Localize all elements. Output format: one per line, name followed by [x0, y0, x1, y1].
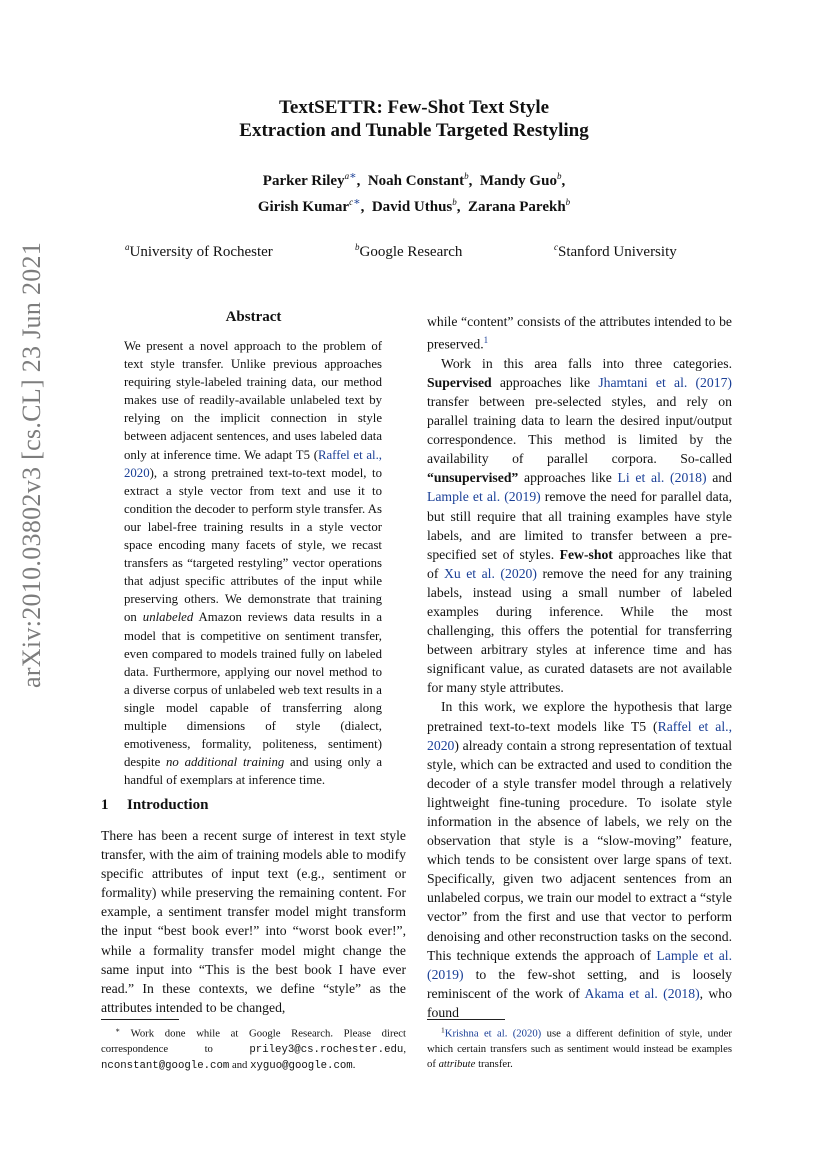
footnote-left: ∗ Work done while at Google Research. Please direct correspondence to priley3@cs.rochester.edu, nconstant@google.com and xyguo@google.com.: [101, 1025, 406, 1073]
citation-link[interactable]: Akama et al. (2018): [584, 985, 700, 1001]
author-list: [0, 166, 828, 218]
citation-link[interactable]: Lample et al. (2019): [427, 947, 732, 982]
citation-link[interactable]: Jhamtani et al. (2017): [598, 374, 732, 390]
footnote-right: $^1$Krishna et al. (2020) use a different definition of style, under which certain transfers such as sentiment would instead be examples of attribute transfer.: [427, 1025, 732, 1071]
author-name: Girish Kumar: [257, 199, 350, 215]
author-name: Noah Constant: [367, 173, 465, 189]
paragraph: while “content” consists of the attributes intended to be preserved.$^1$: [427, 314, 732, 352]
affiliation: $^c$Stanford University: [554, 242, 677, 260]
author-name: Parker Riley: [262, 173, 345, 189]
paragraph: Work in this area falls into three categories. Supervised approaches like Jhamtani et al. (2017) transfer between pre-selected styles, and rely on parallel training data to learn the desired input/output correspondence. This method is limited by the availability of parallel corpora. So-called “unsupervised” approaches like Li et al. (2018) and Lample et al. (2019) remove the need for parallel data, but still require that all training examples have style labels, and are limited to transfer between a pre-specified set of styles. Few-shot approaches like that of Xu et al. (2020) remove the need for any training labels, instead using a small number of labeled examples during inference. While the most challenging, this offers the potential for transferring between arbitrary styles at inference time and has significant value, as curated datasets are not available for many style attributes.: [427, 355, 733, 696]
citation-link[interactable]: Raffel et al., 2020: [124, 447, 382, 480]
abstract-body: We present a novel approach to the problem of text style transfer. Unlike previous approaches requiring style-labeled training data, our method makes use of readily-available unlabeled text by relying on the implicit connection in style between adjacent sentences, and uses labeled data only at inference time. We adapt T5 (Raffel et al., 2020), a strong pretrained text-to-text model, to extract a style vector from text and use it to condition the decoder to perform style transfer. As our label-free training results in a style vector space encoding many facets of style, we recast transfers as “targeted restyling” vector operations that adjust specific attributes of the input while preserving others. We demonstrate that training on unlabeled Amazon reviews data results in a model that is competitive on sentiment transfer, even compared to models trained fully on labeled data. Furthermore, applying our novel method to a diverse corpus of unlabeled web text results in a single model capable of transferring along multiple dimensions of style (dialect, emotiveness, formality, politeness, sentiment) despite no additional training and using only a handful of exemplars at inference time.: [124, 339, 383, 788]
citation-link[interactable]: Lample et al. (2019): [427, 489, 541, 505]
footnote-divider: [101, 1019, 179, 1020]
citation-link[interactable]: Raffel et al., 2020: [427, 718, 732, 753]
footnote-ref[interactable]: 1: [483, 335, 489, 346]
footnote-divider: [427, 1019, 505, 1020]
arxiv-identifier: arXiv:2010.03802v3 [cs.CL] 23 Jun 2021: [17, 241, 46, 688]
authors-line-2: Girish Kumar$^{c∗}$, David Uthus$^b$, Zarana Parekh$^b$: [257, 196, 571, 215]
affiliation: $^b$Google Research: [355, 242, 463, 260]
section-heading-introduction: 1 Introduction: [101, 797, 209, 813]
title-line-1: TextSETTR: Few-Shot Text Style: [278, 97, 550, 118]
paper-title: [0, 96, 828, 142]
author-name: Zarana Parekh: [468, 199, 566, 215]
paragraph: In this work, we explore the hypothesis that large pretrained text-to-text models like T5 (Raffel et al., 2020) already contain a strong representation of textual style, which can be extracted and used to condition the decoder of a style transfer model through a relatively lightweight fine-tuning procedure. To isolate style information in the absence of labels, we rely on the observation that style is a “slow-moving” feature, which tends to be consistent over large spans of text. Specifically, given two adjacent sentences from an unlabeled corpus, we train our model to extract a “style vector” from the first and use that vector to perform denoising and other reconstruction tasks on the second. This technique extends the approach of Lample et al. (2019) to the few-shot setting, and is loosely reminiscent of the work of Akama et al. (2018), who found: [427, 699, 732, 1020]
abstract-heading: Abstract: [225, 309, 282, 325]
affiliation: $^a$University of Rochester: [125, 242, 273, 260]
author-name: Mandy Guo: [479, 173, 557, 189]
intro-right-column: [427, 312, 732, 1022]
title-line-2: Extraction and Tunable Targeted Restyling: [239, 120, 589, 141]
authors-line-1: Parker Riley$^{a∗}$, Noah Constant$^b$, Mandy Guo$^b$,: [262, 170, 566, 189]
citation-link[interactable]: Krishna et al. (2020): [444, 1027, 542, 1040]
intro-left-paragraph: There has been a recent surge of interest in text style transfer, with the aim of training models able to modify specific attributes of input text (e.g., sentiment or formality) while preserving the remaining content. For example, a sentiment transfer model might transform the input “best book ever!” into “worst book ever!”, while a formality transfer model might change the same input into “This is the best book I have ever read.” In these contexts, we define “style” as the attributes intended to be changed,: [101, 828, 406, 1015]
citation-link[interactable]: Li et al. (2018): [617, 470, 707, 486]
citation-link[interactable]: Xu et al. (2020): [443, 565, 537, 581]
author-name: David Uthus: [371, 199, 453, 215]
